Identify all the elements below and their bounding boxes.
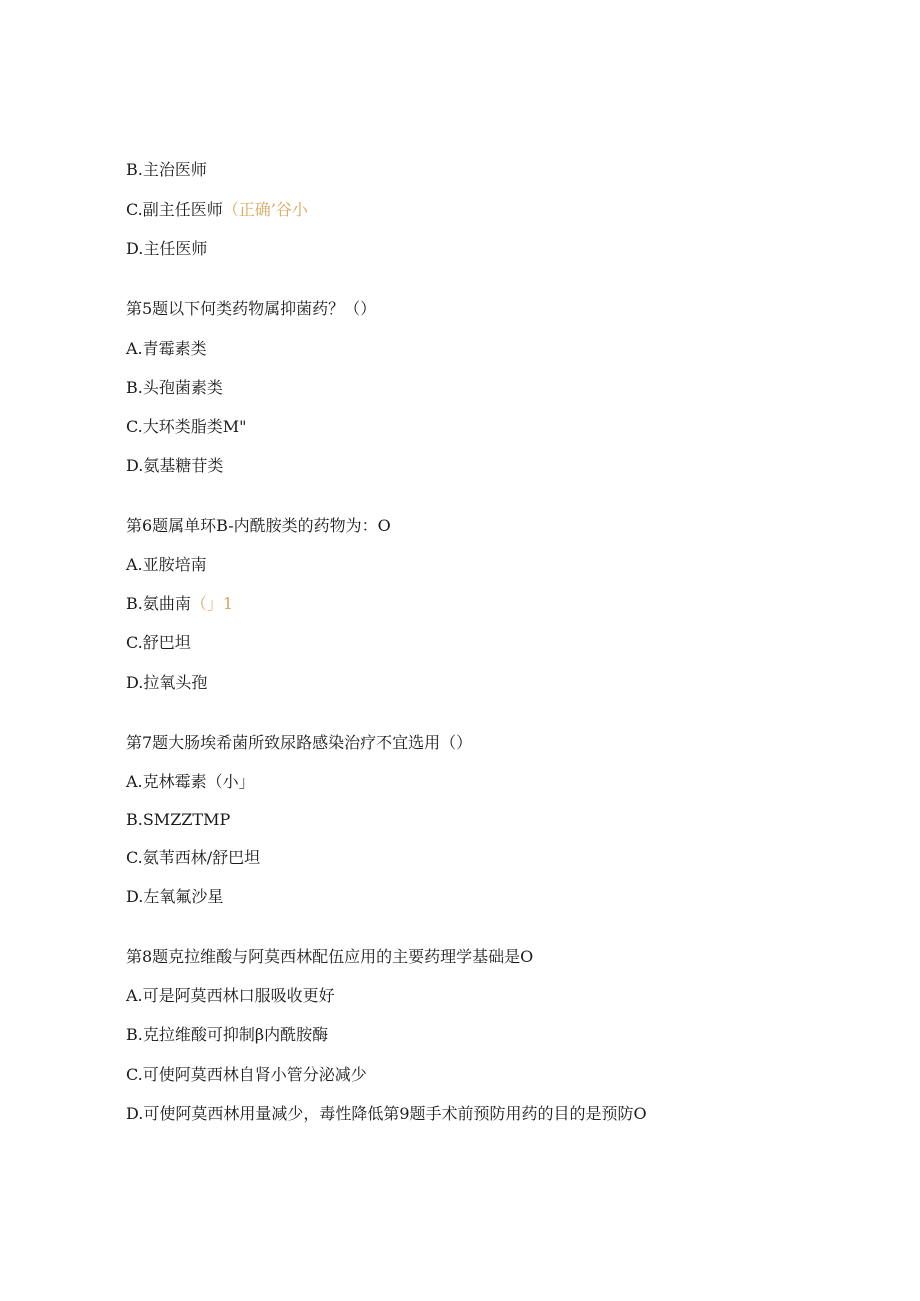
- line-text: B.SMZZTMP: [126, 810, 231, 829]
- line-text: A.可是阿莫西林口服吸收更好: [126, 986, 335, 1005]
- question-text: 第7题大肠埃希菌所致尿路感染治疗不宜选用（）: [126, 733, 473, 752]
- question-5: [126, 299, 376, 319]
- line-text: D.氨基糖苷类: [126, 456, 224, 475]
- option-b-q7: [126, 810, 230, 830]
- answer-annotation: （正确’谷小: [222, 200, 308, 219]
- option-d-q7: [126, 887, 223, 907]
- line-text: D.可使阿莫西林用量减少，毒性降低第9题手术前预防用药的目的是预防O: [126, 1104, 647, 1123]
- line-text: B.头孢菌素类: [126, 378, 223, 397]
- line-text: C.副主任医师: [126, 200, 223, 219]
- line-text: B.克拉维酸可抑制β内酰胺酶: [126, 1025, 329, 1044]
- line-text: C.大环类脂类M": [126, 417, 247, 436]
- question-7: [126, 733, 472, 753]
- option-d-q8-and-question-9: [126, 1104, 647, 1124]
- option-b-q5: [126, 378, 223, 398]
- option-b-q6: [126, 594, 233, 614]
- question-text: 第8题克拉维酸与阿莫西林配伍应用的主要药理学基础是O: [126, 947, 534, 966]
- option-a-q8: [126, 986, 335, 1006]
- line-text: C.可使阿莫西林自肾小管分泌减少: [126, 1065, 367, 1084]
- line-text: C.舒巴坦: [126, 633, 191, 652]
- option-c-q4: [126, 200, 308, 220]
- line-text: D.主任医师: [126, 239, 208, 258]
- option-c-q8: [126, 1065, 367, 1085]
- answer-annotation: （」1: [190, 594, 234, 613]
- option-c-q7: [126, 848, 260, 868]
- line-text: B.氨曲南: [126, 594, 191, 613]
- line-text: A.亚胺培南: [126, 555, 207, 574]
- line-text: A.青霉素类: [126, 339, 207, 358]
- line-text: D.左氧氟沙星: [126, 887, 224, 906]
- line-text: B.主治医师: [126, 160, 207, 179]
- option-b-q8: [126, 1025, 328, 1045]
- question-8: [126, 947, 533, 967]
- line-text: A.克林霉素（小」: [126, 772, 255, 791]
- option-c-q5: [126, 417, 247, 437]
- option-d-q6: [126, 673, 207, 693]
- option-d-q5: [126, 456, 223, 476]
- option-b-q4: [126, 160, 207, 180]
- line-text: C.氨苇西林/舒巴坦: [126, 848, 261, 867]
- option-c-q6: [126, 633, 191, 653]
- option-a-q6: [126, 555, 207, 575]
- line-text: D.拉氧头孢: [126, 673, 208, 692]
- question-text: 第5题以下何类药物属抑菌药？（）: [126, 299, 377, 318]
- question-text: 第6题属单环B-内酰胺类的药物为：O: [126, 516, 391, 535]
- question-6: [126, 516, 391, 536]
- option-a-q5: [126, 339, 207, 359]
- option-d-q4: [126, 239, 207, 259]
- option-a-q7: [126, 772, 255, 792]
